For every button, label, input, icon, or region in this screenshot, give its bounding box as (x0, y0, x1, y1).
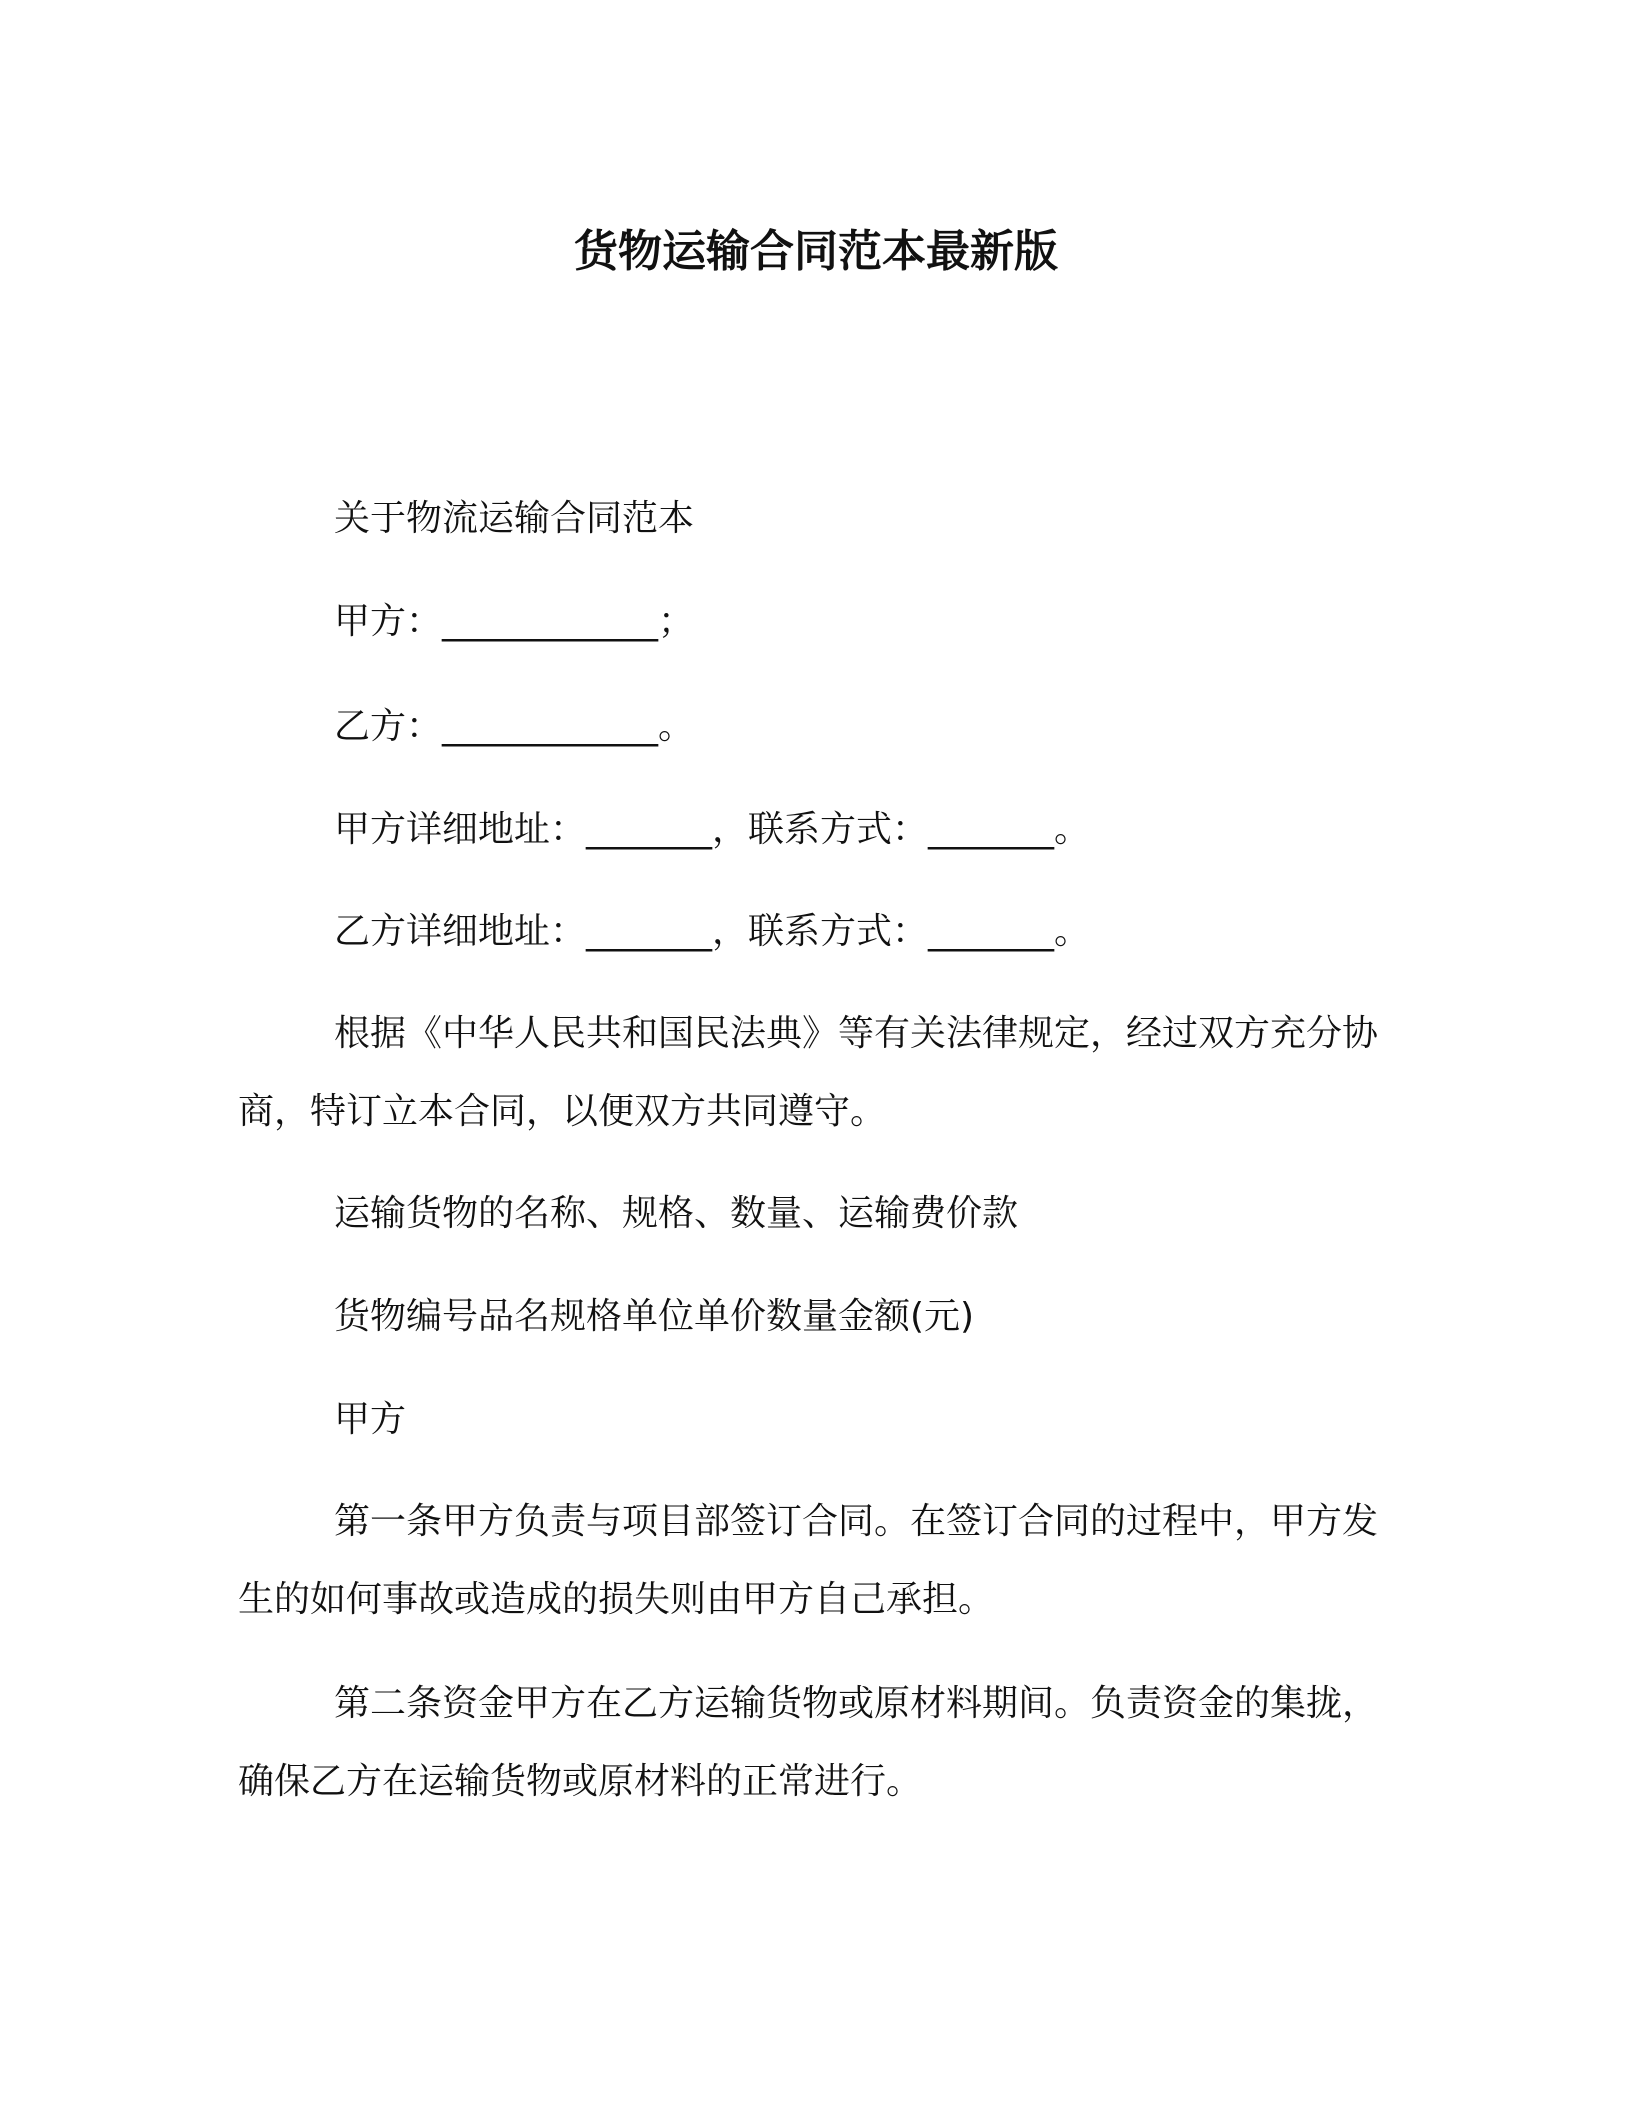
basis-paragraph: 根据《中华人民共和国民法典》等有关法律规定，经过双方充分协商，特订立本合同，以便双方共同遵守。 (238, 1013, 1379, 1132)
subtitle-line: 关于物流运输合同范本 (334, 498, 695, 539)
party-b-address-line: 乙方详细地址：_______，联系方式：_______。 (334, 911, 1091, 952)
article-2-paragraph: 第二条资金甲方在乙方运输货物或原材料期间。负责资金的集拢，确保乙方在运输货物或原材料的正常进行。 (238, 1683, 1379, 1802)
party-b-line: 乙方：____________。 (334, 706, 695, 747)
article-1-paragraph: 第一条甲方负责与项目部签订合同。在签订合同的过程中，甲方发生的如何事故或造成的损失则由甲方自己承担。 (238, 1501, 1379, 1620)
party-a-address-line: 甲方详细地址：_______，联系方式：_______。 (334, 809, 1091, 850)
document-title: 货物运输合同范本最新版 (574, 226, 1058, 277)
table-header-line: 货物编号品名规格单位单价数量金额(元) (334, 1296, 975, 1337)
goods-heading: 运输货物的名称、规格、数量、运输费价款 (334, 1193, 1019, 1234)
party-a-line: 甲方：____________； (334, 601, 695, 642)
party-a-heading: 甲方 (334, 1399, 407, 1440)
